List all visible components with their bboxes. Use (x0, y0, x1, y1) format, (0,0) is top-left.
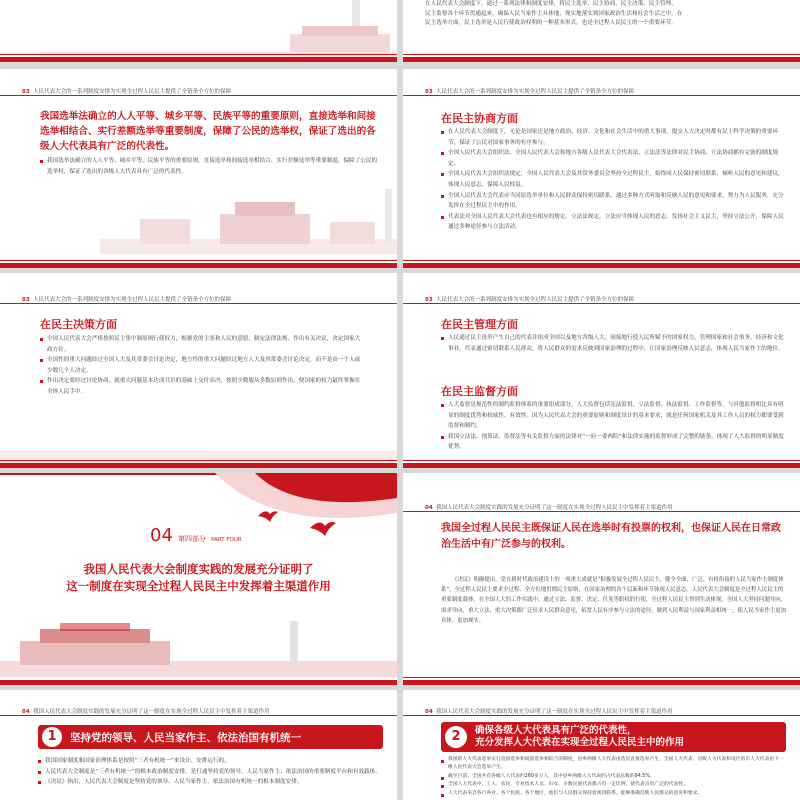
point-title-line: 确保各级人大代表具有广泛的代表性， (475, 725, 637, 736)
section-title: 在民主协商方面 (441, 112, 518, 125)
divider-line (403, 54, 800, 55)
part-title-line: 这一制度在实现全过程人民民主中发挥着主渠道作用 (66, 579, 331, 593)
part-label-en: PART FOUR (211, 537, 242, 543)
section-number: 03 (425, 89, 433, 95)
header-text: 人民代表大会的一系列制度安排为实现全过程人民民主提供了全链条全方位的保障 (436, 89, 635, 95)
intro-line: 在人民代表大会制度下，通过一系列法律和制度安排，将民主选举、民主协商、民主决策、民主管理、 (425, 1, 677, 7)
slide-consultation (403, 69, 800, 268)
intro-line: 民主选举方面，民主选举是人民行使政治权利的一种基本形式，也是全过程人民民主的一个重要环节。 (425, 20, 677, 26)
header-divider (403, 715, 800, 716)
divider-line (403, 260, 800, 261)
dove-icon (310, 518, 336, 536)
slide-point-two (403, 690, 800, 800)
point-banner (441, 722, 786, 752)
bottom-bar (403, 57, 800, 62)
bullet-item: 人民代表大会制度是“三者有机统一”的根本政治制度安排，是打通坚持党的领导、人民当家作主、依法治国的重要制度平台和有效载体。 (38, 767, 383, 778)
point-badge: 2 (445, 726, 467, 748)
bullet-list (441, 756, 786, 798)
header-text: 我国人民代表大会制度实践的发展充分证明了这一制度在实现全过程人民民主中发挥着主渠道作用 (436, 505, 673, 511)
point-title: 坚持党的领导、人民当家作主、依法治国有机统一 (70, 732, 301, 744)
bullet-list-supervision (441, 400, 786, 453)
intro-line: 民主监督各个环节贯通起来，确保人民当家作主具体地、现实地落实到国家政治生活和社会生活之中。在 (425, 10, 683, 17)
part-label-cn: 第四部分 (178, 535, 206, 543)
slide-decision (0, 273, 397, 468)
bullet-list (40, 334, 365, 398)
lead-statement: 我国全过程人民民主既保证人民在选举时有投票的权利，也保证人民在日常政治生活中有广泛参与的权利。 (441, 523, 781, 550)
bullet-item: 我国国家制度和国家治理体系是按照“三者有机统一”来设计、安排运行的。 (38, 756, 383, 767)
skyline-graphic (0, 423, 397, 463)
section-number: 03 (22, 297, 30, 303)
lead-statement: 我国选举法确立的人人平等、城乡平等、民族平等的重要原则，直接选举和间接选举相结合、实行差额选举等重要制度，保障了公民的选举权，保证了选出的各级人大代表具有广泛的代表性。 (40, 111, 376, 152)
bottom-bar (0, 263, 397, 268)
divider-line (403, 677, 800, 678)
divider-line (403, 460, 800, 461)
header-divider (0, 715, 397, 716)
dove-icon (258, 508, 278, 522)
header-text: 人民代表大会的一系列制度安排为实现全过程人民民主提供了全链条全方位的保障 (436, 297, 635, 303)
bullet-item: 人大监督是规范性的制约监督体系的重要组成部分，人大监督包括宪法监督、立法监督、执法监督、工作监督等，与其他监督相比具有明显的制度优势和权威性、有效性。因为人民代表大会的重要原则和制度设计的基本要求，就是任何国家机关及其工作人员的权力都要受到监督和制约。 (441, 400, 786, 432)
part-title (0, 561, 397, 595)
bottom-bar (0, 680, 397, 685)
point-banner (38, 725, 383, 749)
section-number: 04 (425, 505, 433, 511)
part-number: 04 (150, 525, 173, 546)
section-number: 03 (22, 89, 30, 95)
bullet-item: 截至目前，全国共有各级人大代表约260多万人，其中县乡两级人大代表约占代表总数的94.5%。 (441, 773, 786, 781)
slide-part-four-cover (0, 473, 397, 685)
section-number: 03 (425, 297, 433, 303)
slide-participation (403, 473, 800, 685)
intro-text (425, 0, 781, 29)
point-title-line: 充分发挥人大代表在实现全过程人民民主中的作用 (475, 737, 685, 748)
tiananmen-graphic (0, 621, 397, 677)
bullet-item: 在人民代表大会制度下，无论是国家还是地方政治、经济、文化和社会生活中的重大事项，提交人大决定时都有民主科学决策的重要环节，保证了公民对国家事务的有序参与。 (441, 127, 786, 148)
header-text: 人民代表大会的一系列制度安排为实现全过程人民民主提供了全链条全方位的保障 (33, 297, 232, 303)
bullet-item: 人大代表来自各行各业、各个民族、各个地区，他们与人民群众保持着密切联系，能够准确反映人民群众的意见和要求。 (441, 790, 786, 798)
header-divider (403, 95, 800, 96)
bottom-bar (403, 463, 800, 468)
header-divider (0, 95, 397, 96)
header-divider (0, 303, 397, 304)
divider-line (0, 54, 397, 55)
tiananmen-skyline-graphic (40, 18, 397, 58)
bullet-item: 作出决定要经过讨论协商，就重大问题基本达成共识的基础上交付表决，按照少数服从多数原则作出，便国家的权力最终掌握在全体人民手中。 (40, 376, 365, 397)
bullet-item: 我国立法法、预算法、监督法等有关监督方面的法律对“一府一委两院”和法律实施的监督形成了完整的链条，体现了人大监督的明显制度优势。 (441, 432, 786, 453)
section-number: 04 (22, 709, 30, 715)
slide-point-one (0, 690, 397, 800)
point-badge: 1 (42, 727, 62, 747)
bottom-bar (0, 57, 397, 62)
section-number: 04 (425, 709, 433, 715)
bullet-item: 全国人民代表大会严格按照民主集中制原则行使权力，根据党的主张和人民的意愿，制定法律法规，作出有关决议，决定国家大政方针。 (40, 334, 365, 355)
section-title-management: 在民主管理方面 (441, 318, 518, 331)
header-text: 我国人民代表大会制度实践的发展充分证明了这一制度在实现全过程人民民主中发挥着主渠道作用 (436, 709, 673, 715)
bullet-list (441, 127, 786, 233)
bullet-list (40, 156, 380, 177)
section-title-supervision: 在民主监督方面 (441, 385, 518, 398)
body-paragraph: 《决议》明确提出，党在新时代政治建设上的一项重大成就是“积极发展全过程人民民主，健全全面、广泛、有机衔接的人民当家作主制度体系”。全过程人民民主要求全过程、全方位地贯彻民主原则，在国家治理的各个层面和环节体现人民意志。人民代表大会制度是全过程人民民主的重要制度载体，在全国人大的工作实践中，通过立法、监督、决定、任免等职权的行使，全过程人民民主得到生动体现。全国人大坚持问题导向、需求导向，重大立法、重大决策都广泛征求人民群众意见，拓宽人民有序参与立法的途径，做到人民利益与国家利益相统一，使人民当家作主更加具体、更加现实。 (441, 577, 787, 624)
tiananmen-skyline-graphic (100, 184, 397, 254)
divider-line (0, 260, 397, 261)
header-text: 人民代表大会的一系列制度安排为实现全过程人民民主提供了全链条全方位的保障 (33, 89, 232, 95)
bullet-item: 全国人民代表大会组织法规定，全国人民代表大会及其常务委员会坚持全过程民主，始终同人民保持密切联系，倾听人民的意见和建议，体现人民意志，保障人民权益。 (441, 169, 786, 190)
bullet-list (38, 756, 383, 788)
point-title (475, 725, 684, 749)
bottom-bar (403, 263, 800, 268)
slide-2-top (403, 0, 800, 62)
header-text: 我国人民代表大会制度实践的发展充分证明了这一制度在实现全过程人民民主中发挥着主渠道作用 (33, 709, 270, 715)
red-ribbon-decoration (215, 473, 397, 548)
bottom-bar (403, 680, 800, 685)
bullet-item: 代表法对全国人民代表大会代表也有相应的规定。立法法规定，立法应当体现人民的意志，发扬社会主义民主，坚持立法公开，保障人民通过多种途径参与立法活动。 (441, 212, 786, 233)
slide-election (0, 69, 397, 268)
header-divider (403, 303, 800, 304)
part-title-line: 我国人民代表大会制度实践的发展充分证明了 (83, 562, 314, 576)
bullet-item: 全国人民代表大会代表应当同原选举单位和人民群众保持密切联系，通过多种方式听取和反映人民的意见和要求，努力为人民服务，充分发挥在全过程民主中的作用。 (441, 191, 786, 212)
bottom-bar (0, 463, 397, 468)
bullet-item: 我国的人大代表选举实行直接选举和间接选举相结合的制度，县乡两级人大代表由选民直接选举产生，全国人大代表、省级人大代表和设区的市人大代表由下一级人民代表大会选举产生。 (441, 756, 786, 773)
bullet-item: 全国人民代表大会组织法、全国人民代表大会和地方各级人民代表大会代表法、立法法等法律对民主协商、立法协商都有完备的制度规定。 (441, 148, 786, 169)
header-divider (403, 511, 800, 512)
divider-line (0, 460, 397, 461)
section-title: 在民主决策方面 (40, 318, 117, 331)
bullet-item: 全国性的重大问题经过全国人大及其常委会讨论决定，地方性的重大问题经过地方人大及其常委会讨论决定，而不是由一个人或少数几个人决定。 (40, 355, 365, 376)
bullet-list-management (441, 333, 786, 354)
bullet-item: 我国选举法确立的人人平等、城乡平等、民族平等的重要原则，直接选举和间接选举相结合、实行差额选举等重要制度，保障了公民的选举权，保证了选出的各级人大代表具有广泛的代表性。 (40, 156, 380, 177)
bullet-item: 全国人大代表中，工人、农民、专业技术人员、妇女、少数民族代表都占有一定比例，使代表具有广泛的代表性。 (441, 781, 786, 789)
slide-1 (0, 0, 397, 62)
bullet-item: 人民通过民主选举产生自己的代表并组成全国以及地方各级人大，间接地行使人民所赋予的国家权力，管理国家和社会事务、经济和文化事业。代表通过密切联系人民群众，将人民群众的需求反映到国家治理的过程中，让国家治理反映人民意志，体现人民当家作主的地位。 (441, 333, 786, 354)
bullet-item: 《决议》指出，人民代表大会制度是坚持党的领导、人民当家作主、依法治国有机统一的根本制度安排。 (38, 777, 383, 788)
slide-management-supervision (403, 273, 800, 468)
